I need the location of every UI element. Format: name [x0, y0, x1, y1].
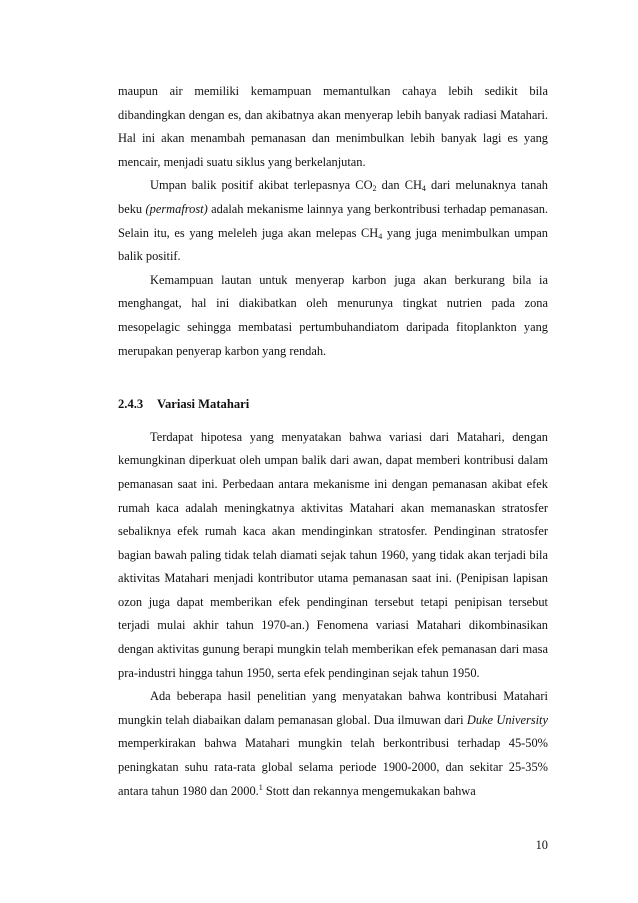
paragraph-5: Ada beberapa hasil penelitian yang menyatakan bahwa kontribusi Matahari mungkin telah diabaikan dalam pemanasan global. Dua ilmuwan dari Duke University memperkirakan bahwa Matahari mungkin telah berkontribusi terhadap 45-50% peningkatan suhu rata-rata global selama periode 1900-2000, dan sekitar 25-35% antara tahun 1980 dan 2000.$^1$ Stott dan rekannya mengemukakan bahwa [118, 689, 548, 798]
page-number: 10 [535, 838, 548, 852]
paragraph-2: Umpan balik positif akibat terlepasnya $CO_2$ dan $CH_4$ dari melunaknya tanah beku (permafrost) adalah mekanisme lainnya yang berkontribusi terhadap pemanasan. Selain itu, es yang meleleh juga akan melepas $CH_4$ yang juga menimbulkan umpan balik positif. [118, 178, 548, 264]
italic-term: Duke University [466, 712, 548, 727]
paragraph-4: Terdapat hipotesa yang menyatakan bahwa variasi dari Matahari, dengan kemungkinan diperkuat oleh umpan balik dari awan, dapat memberi kontribusi dalam pemanasan saat ini. Perbedaan antara mekanisme ini dengan pemanasan akibat efek rumah kaca adalah meningkatnya aktivitas Matahari akan memanaskan stratosfer sebaliknya efek rumah kaca akan mendinginkan stratosfer. Pendinginan stratosfer bagian bawah paling tidak telah diamati sejak tahun 1960, yang tidak akan terjadi bila aktivitas Matahari menjadi kontributor utama pemanasan saat ini. (Penipisan lapisan ozon juga dapat memberikan efek pendinginan tersebut tetapi penipisan tersebut terjadi mulai akhir tahun 1970-an.) Fenomena variasi Matahari dikombinasikan dengan aktivitas gunung berapi mungkin telah memberikan efek pemanasan dari masa pra-industri hingga tahun 1950, serta efek pendinginan sejak tahun 1950. [118, 429, 548, 680]
italic-term: (permafrost) [145, 201, 208, 216]
section-number: 2.4.3 [118, 397, 144, 412]
section-heading [118, 393, 548, 417]
body-text [118, 80, 548, 803]
paragraph-1: maupun air memiliki kemampuan memantulkan cahaya lebih sedikit bila dibandingkan dengan es, dan akibatnya akan menyerap lebih banyak radiasi Matahari. Hal ini akan menambah pemanasan dan menimbulkan lebih banyak lagi es yang mencair, menjadi suatu siklus yang berkelanjutan. [118, 84, 548, 169]
paragraph-3: Kemampuan lautan untuk menyerap karbon juga akan berkurang bila ia menghangat, hal ini diakibatkan oleh menurunya tingkat nutrien pada zona mesopelagic sehingga membatasi pertumbuhandiatom daripada fitoplankton yang merupakan penyerap karbon yang rendah. [118, 272, 548, 358]
section-title: Variasi Matahari [157, 397, 250, 412]
footnote-marker: 1 [258, 782, 263, 792]
